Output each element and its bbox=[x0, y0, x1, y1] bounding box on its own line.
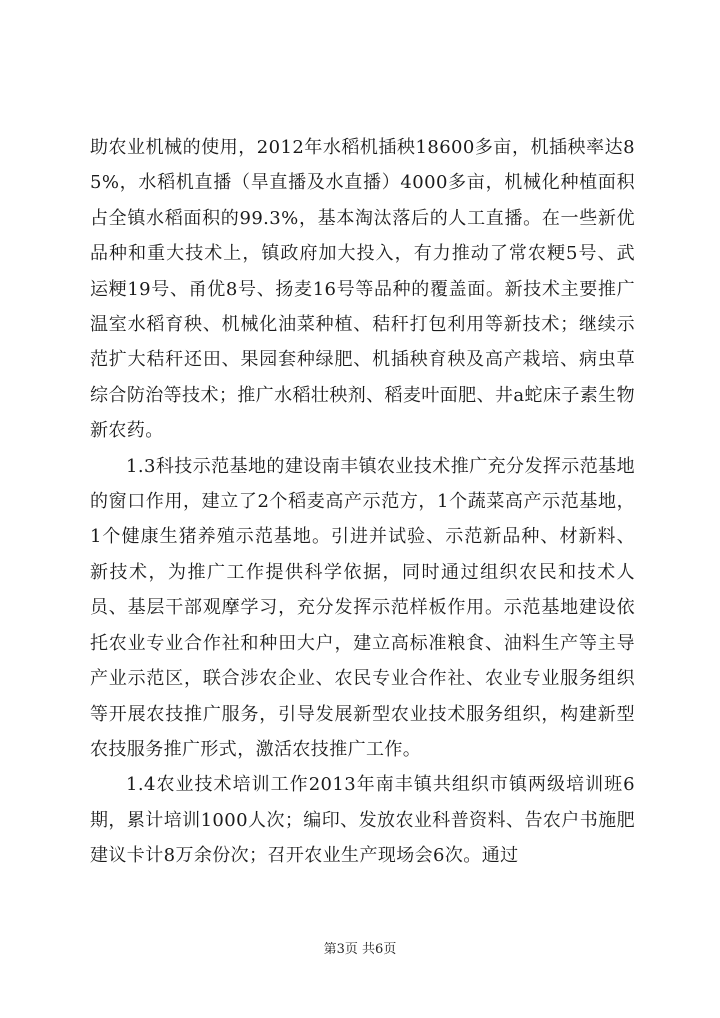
paragraph-section-1-3: 1.3科技示范基地的建设南丰镇农业技术推广充分发挥示范基地的窗口作用，建立了2个稻麦高产示范方，1个蔬菜高产示范基地，1个健康生猪养殖示范基地。引进并试验、示范新品种、材新料、新技术，为推广工作提供科学依据，同时通过组织农民和技术人员、基层干部观摩学习，充分发挥示范样板作用。示范基地建设依托农业专业合作社和种田大户，建立高标准粮食、油料生产等主导产业示范区，联合涉农企业、农民专业合作社、农业专业服务组织等开展农技推广服务，引导发展新型农业技术服务组织，构建新型农技服务推广形式，激活农技推广工作。 bbox=[90, 455, 635, 760]
page-footer: 第3页 共6页 bbox=[323, 942, 397, 957]
paragraph-continuation: 助农业机械的使用，2012年水稻机插秧18600多亩，机插秧率达85%，水稻机直播（旱直播及水直播）4000多亩，机械化种植面积占全镇水稻面积的99.3%，基本淘汰落后的人工直播。在一些新优品种和重大技术上，镇政府加大投入，有力推动了常农粳5号、武运粳19号、甬优8号、扬麦16号等品种的覆盖面。新技术主要推广温室水稻育秧、机械化油菜种植、秸秆打包利用等新技术；继续示范扩大秸秆还田、果园套种绿肥、机插秧育秧及高产栽培、病虫草综合防治等技术；推广水稻壮秧剂、稻麦叶面肥、井a蛇床子素生物新农药。 bbox=[90, 137, 635, 442]
paragraph-section-1-4: 1.4农业技术培训工作2013年南丰镇共组织市镇两级培训班6期，累计培训1000人次；编印、发放农业科普资料、告农户书施肥建议卡计8万余份次；召开农业生产现场会6次。通过 bbox=[90, 774, 635, 867]
document-body bbox=[90, 130, 635, 874]
